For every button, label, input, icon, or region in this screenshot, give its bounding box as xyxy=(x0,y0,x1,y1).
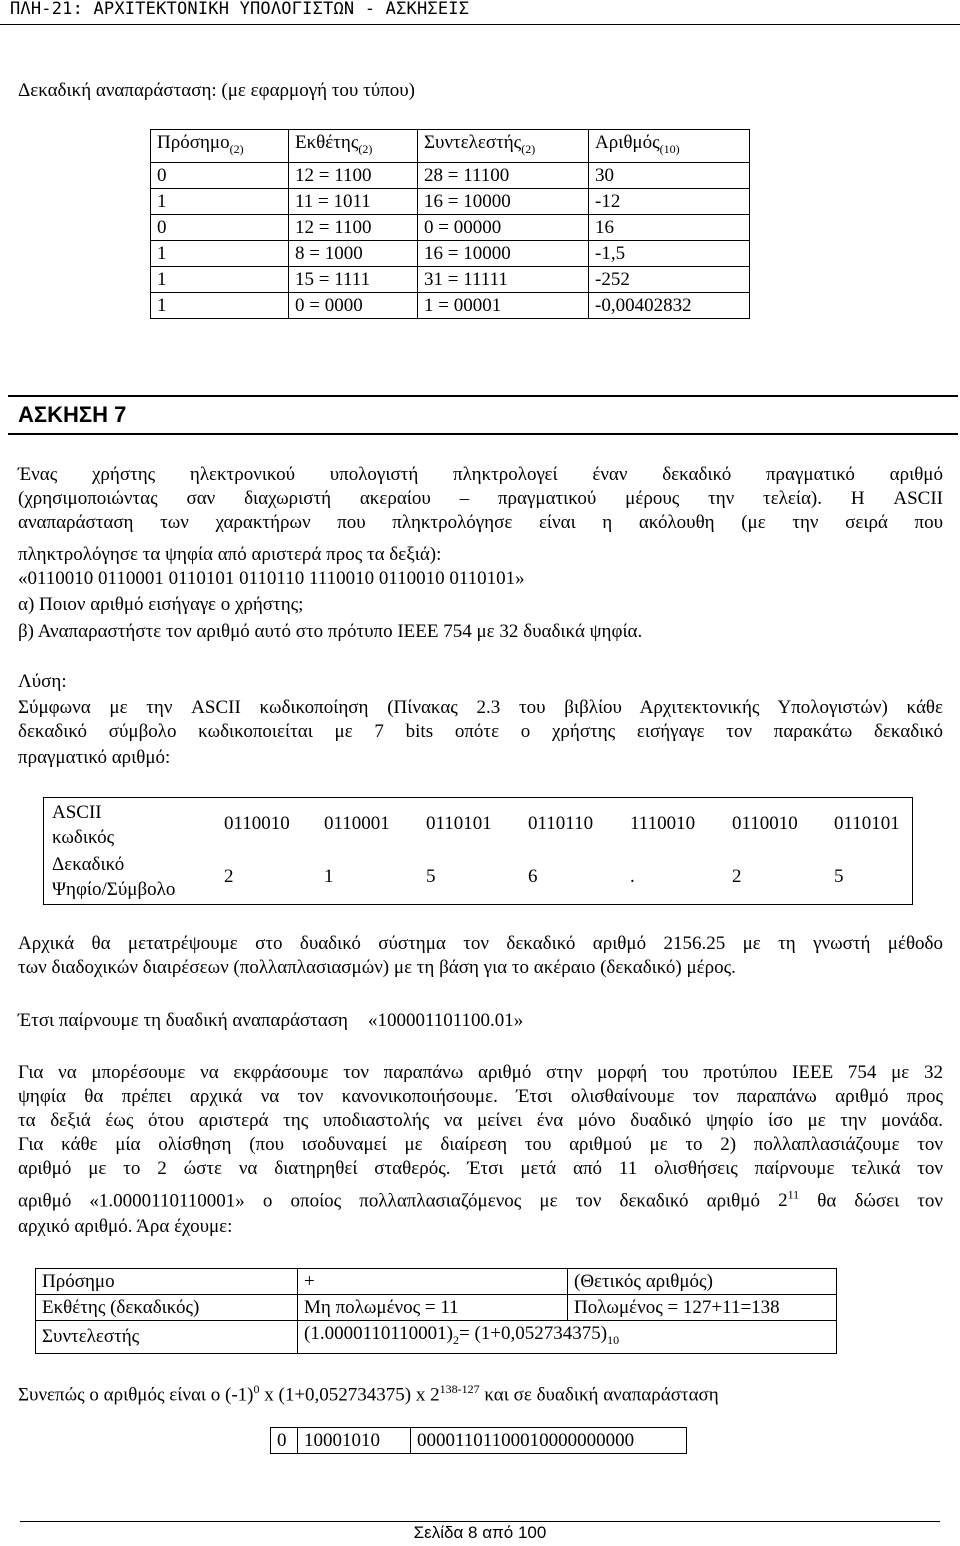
table-row xyxy=(271,1428,687,1454)
coefficient-cell: $(1.0000110110001)_2= (1+0,052734375)_{10}$ xyxy=(298,1321,837,1354)
solution-paragraph xyxy=(18,696,943,744)
normalization-line: Για κάθε μία ολίσθηση (που ισοδυναμεί με διαίρεση του αριθμού με το 2) πολλαπλασιάζουμε τον xyxy=(18,1134,943,1155)
section-heading-box xyxy=(8,395,958,435)
header-cell-sign: Πρόσημο$_{(2)}$ xyxy=(151,130,289,163)
table-cell: Πολωμένος = 127+11=138 xyxy=(568,1295,837,1321)
solution-label: Λύση: xyxy=(18,671,67,692)
problem-line: αναπαράσταση των χαρακτήρων που πληκτρολόγησε είναι η ακόλουθη (με την σειρά που xyxy=(18,512,943,533)
header-rule xyxy=(0,24,960,25)
solution-line: Σύμφωνα με την ASCII κωδικοποίηση (Πίνακας 2.3 του βιβλίου Αρχιτεκτονικής Υπολογιστών) κάθε xyxy=(18,697,943,718)
conversion-paragraph xyxy=(18,932,943,956)
table-cell: -252 xyxy=(589,266,750,292)
header-cell-number: Αριθμός$_{(10)}$ xyxy=(589,130,750,163)
table-cell: 1 xyxy=(151,266,289,292)
table-row xyxy=(36,1321,837,1354)
table-cell: 1 xyxy=(151,188,289,214)
floating-point-table xyxy=(150,129,750,319)
ascii-code-label: ASCII κωδικός xyxy=(52,802,115,848)
conversion-line: των διαδοχικών διαιρέσεων (πολλαπλασιασμών) με τη βάση για το ακέραιο (δεκαδικό) μέρος. xyxy=(18,957,736,978)
question-b: β) Αναπαραστήστε τον αριθμό αυτό στο πρότυπο IEEE 754 με 32 δυαδικά ψηφία. xyxy=(18,621,643,642)
question-a: α) Ποιον αριθμό εισήγαγε ο χρήστης; xyxy=(18,594,304,615)
normalization-paragraph xyxy=(18,1061,944,1212)
normalization-line: τα δεξιά έως ότου αριστερά της υποδιαστολής να μείνει ένα μόνο δυαδικό ψηφίο ίσο με την μονάδα. xyxy=(18,1110,943,1131)
table-row xyxy=(151,266,750,292)
header-cell-exponent: Εκθέτης$_{(2)}$ xyxy=(289,130,418,163)
table-cell: 0 = 00000 xyxy=(418,214,589,240)
table-cell: 12 = 1100 xyxy=(289,162,418,188)
problem-paragraph xyxy=(18,463,943,535)
ascii-code-cell: 0110010 xyxy=(732,813,798,834)
table-row xyxy=(36,1295,837,1321)
digit-cell: 2 xyxy=(732,866,742,887)
problem-line: Ένας χρήστης ηλεκτρονικού υπολογιστή πληκτρολογεί έναν δεκαδικό πραγματικό αριθμό xyxy=(18,464,943,485)
ascii-code-cell: 0110110 xyxy=(528,813,594,834)
table-cell: 16 = 10000 xyxy=(418,240,589,266)
table-row xyxy=(151,214,750,240)
table-row xyxy=(36,1269,837,1295)
table-row xyxy=(151,292,750,318)
normalization-line: Για να μπορέσουμε να εκφράσουμε τον παραπάνω αριθμό στην μορφή του προτύπου IEEE 754 με 32 xyxy=(18,1062,943,1083)
table-cell: 1 xyxy=(151,292,289,318)
digit-cell: 1 xyxy=(324,866,334,887)
digit-cell: 6 xyxy=(528,866,538,887)
table-cell: -0,00402832 xyxy=(589,292,750,318)
section-title: ΑΣΚΗΣΗ 7 xyxy=(18,402,127,427)
sign-bit-cell: 0 xyxy=(271,1428,298,1454)
digit-cell: . xyxy=(630,866,635,887)
table-cell: 28 = 11100 xyxy=(418,162,589,188)
table-header-row xyxy=(151,130,750,163)
binary-result-text: Έτσι παίρνουμε τη δυαδική αναπαράσταση «100001101100.01» xyxy=(18,1010,524,1031)
mantissa-bits-cell: 00001101100010000000000 xyxy=(411,1428,687,1454)
table-cell: 16 xyxy=(589,214,750,240)
solution-line: δεκαδικό σύμβολο κωδικοποιείται με 7 bits οπότε ο χρήστης εισήγαγε τον παρακάτω δεκαδικό xyxy=(18,721,943,742)
table-cell: 1 xyxy=(151,240,289,266)
ascii-sequence: «0110010 0110001 0110101 0110110 1110010 0110010 0110101» xyxy=(18,568,525,589)
table-cell: Πρόσημο xyxy=(36,1269,298,1295)
page-header xyxy=(0,0,960,24)
table-row xyxy=(151,188,750,214)
conversion-line: Αρχικά θα μετατρέψουμε στο δυαδικό σύστημα τον δεκαδικό αριθμό 2156.25 με τη γνωστή μέθοδο xyxy=(18,933,943,954)
table-cell: Μη πολωμένος = 11 xyxy=(298,1295,568,1321)
solution-line: πραγματικό αριθμό: xyxy=(18,747,171,768)
table-cell: Εκθέτης (δεκαδικός) xyxy=(36,1295,298,1321)
binary-result-value: «100001101100.01» xyxy=(367,1010,524,1031)
normalization-line: αριθμό με το 2 ώστε να διατηρηθεί σταθερός. Έτσι μετά από 11 ολισθήσεις παίρνουμε τελικά τον xyxy=(18,1158,943,1179)
table-cell: 0 = 0000 xyxy=(289,292,418,318)
digit-cell: 2 xyxy=(224,866,234,887)
table-cell: 16 = 10000 xyxy=(418,188,589,214)
table-cell: 1 = 00001 xyxy=(418,292,589,318)
table-cell: + xyxy=(298,1269,568,1295)
normalization-end: αρχικό αριθμό. Άρα έχουμε: xyxy=(18,1216,233,1237)
page-number: Σελίδα 8 από 100 xyxy=(413,1523,547,1542)
table-cell: 0 xyxy=(151,162,289,188)
ieee-fields-table xyxy=(35,1268,837,1354)
table-cell: Συντελεστής xyxy=(36,1321,298,1354)
header-cell-coefficient: Συντελεστής$_{(2)}$ xyxy=(418,130,589,163)
table-cell: (Θετικός αριθμός) xyxy=(568,1269,837,1295)
normalization-line: ψηφία θα πρέπει αρχικά να τον κανονικοποιήσουμε. Έτσι ολισθαίνουμε τον παραπάνω αριθμό προς xyxy=(18,1086,943,1107)
ascii-code-cell: 1110010 xyxy=(630,813,696,834)
exponent-bits-cell: 10001010 xyxy=(298,1428,411,1454)
ascii-code-cell: 0110101 xyxy=(834,813,900,834)
digit-cell: 5 xyxy=(426,866,436,887)
table-cell: 12 = 1100 xyxy=(289,214,418,240)
problem-line: πληκτρολόγησε τα ψηφία από αριστερά προς τα δεξιά): xyxy=(18,544,442,565)
ascii-mapping-table xyxy=(43,797,913,905)
table-cell: 30 xyxy=(589,162,750,188)
digit-cell: 5 xyxy=(834,866,844,887)
table-cell: 11 = 1011 xyxy=(289,188,418,214)
table-row xyxy=(151,240,750,266)
table-cell: 8 = 1000 xyxy=(289,240,418,266)
ascii-code-cell: 0110101 xyxy=(426,813,492,834)
table-cell: 15 = 1111 xyxy=(289,266,418,292)
conclusion-text: Συνεπώς ο αριθμός είναι ο $(-1)^0$ x (1+0,052734375) x 2$^{138-127}$ και σε δυαδική αναπαράσταση xyxy=(18,1382,719,1406)
footer-rule xyxy=(20,1521,940,1522)
ascii-code-cell: 0110010 xyxy=(224,813,290,834)
table-cell: -12 xyxy=(589,188,750,214)
normalization-line: αριθμό «1.0000110110001» ο οποίος πολλαπλασιαζόμενος με τον δεκαδικό αριθμό $2^{11}$ θα δώσει τον xyxy=(18,1188,944,1212)
table-cell: 0 xyxy=(151,214,289,240)
table-row xyxy=(151,162,750,188)
ascii-code-cell: 0110001 xyxy=(324,813,390,834)
table-cell: 31 = 11111 xyxy=(418,266,589,292)
intro-text: Δεκαδική αναπαράσταση: (με εφαρμογή του τύπου) xyxy=(18,80,415,101)
table-cell: -1,5 xyxy=(589,240,750,266)
header-title: ΠΛΗ-21: ΑΡΧΙΤΕΚΤΟΝΙΚΗ ΥΠΟΛΟΓΙΣΤΩΝ - ΑΣΚΗΣΕΙΣ xyxy=(10,0,470,19)
problem-line: (χρησιμοποιώντας σαν διαχωριστή ακεραίου – πραγματικού μέρους την τελεία). Η ASCII xyxy=(18,488,943,509)
ieee-binary-table xyxy=(270,1427,687,1454)
decimal-digit-label: Δεκαδικό Ψηφίο/Σύμβολο xyxy=(52,854,176,900)
